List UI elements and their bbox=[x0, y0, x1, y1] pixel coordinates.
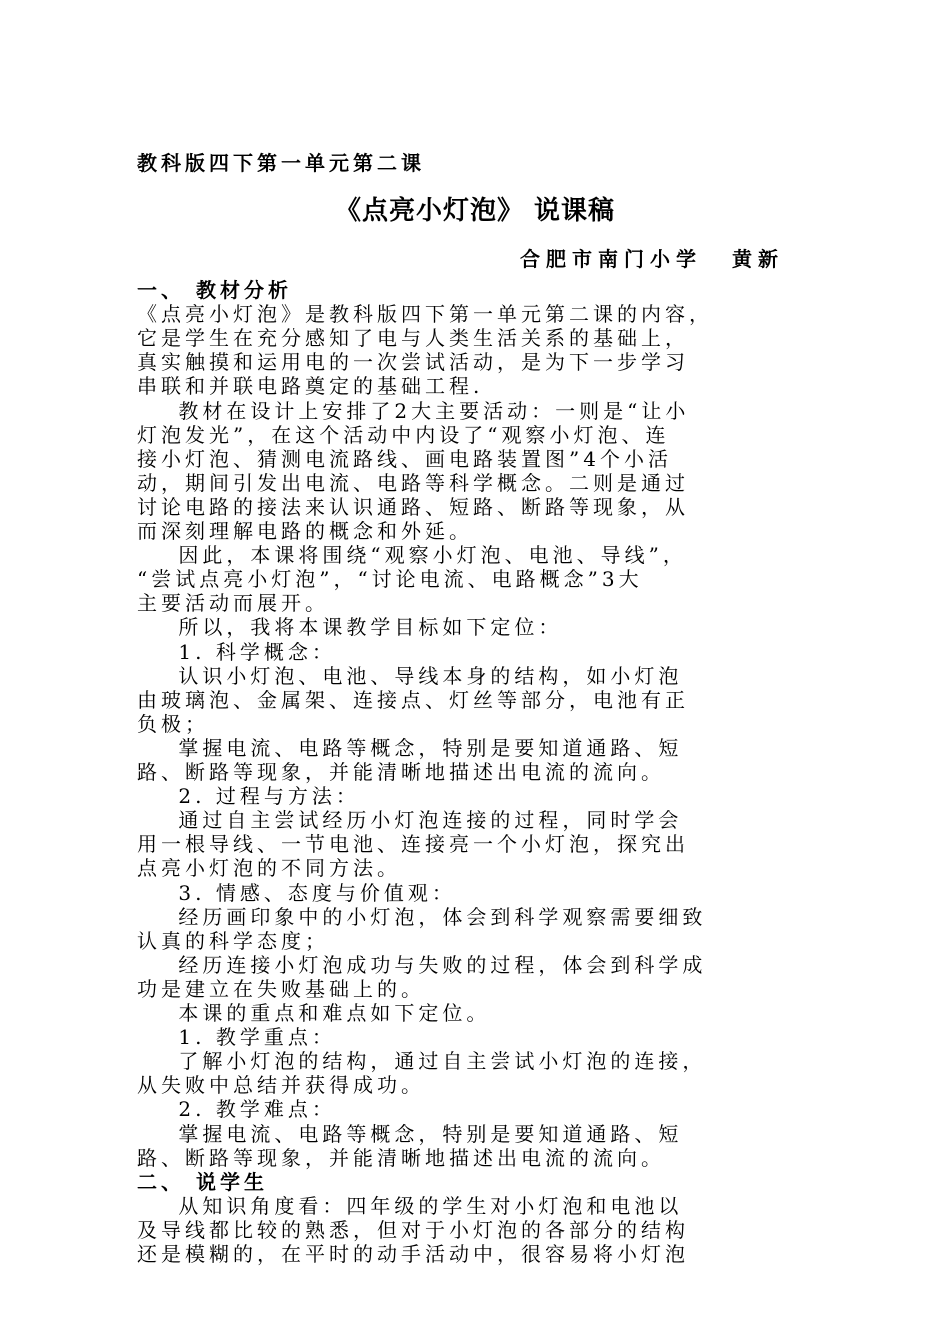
body-line: 经历画印象中的小灯泡，体会到科学观察需要细致 bbox=[137, 904, 707, 929]
body-line: 认真的科学态度； bbox=[137, 928, 329, 953]
body-line: 本课的重点和难点如下定位。 bbox=[137, 1001, 491, 1025]
author-name: 黄新 bbox=[732, 247, 784, 271]
body-line: 从失败中总结并获得成功。 bbox=[137, 1073, 425, 1098]
body-line: “尝试点亮小灯泡”，“讨论电流、电路概念”3大 bbox=[137, 567, 643, 592]
body-line: 了解小灯泡的结构，通过自主尝试小灯泡的连接， bbox=[137, 1049, 707, 1074]
body-line: 而深刻理解电路的概念和外延。 bbox=[137, 519, 473, 543]
author-line bbox=[520, 243, 784, 272]
course-line: 教科版四下第一单元第二课 bbox=[137, 151, 425, 175]
body-line: 接小灯泡、猜测电流路线、画电路装置图”4个小活 bbox=[137, 446, 672, 471]
body-line: 3. 情感、态度与价值观： bbox=[137, 880, 456, 905]
body-line: 由玻璃泡、金属架、连接点、灯丝等部分，电池有正 bbox=[137, 687, 689, 712]
body-line: 通过自主尝试经历小灯泡连接的过程，同时学会 bbox=[137, 808, 683, 833]
body-line: 功是建立在失败基础上的。 bbox=[137, 976, 425, 1001]
body-line: 点亮小灯泡的不同方法。 bbox=[137, 856, 401, 881]
body-line: 负极； bbox=[137, 711, 209, 736]
body-line: 1. 科学概念： bbox=[137, 639, 336, 664]
body-line: 它是学生在充分感知了电与人类生活关系的基础上， bbox=[137, 326, 689, 351]
body-line: 教材在设计上安排了2大主要活动：一则是“让小 bbox=[137, 398, 690, 423]
body-line: 灯泡发光”，在这个活动中内设了“观察小灯泡、连 bbox=[137, 422, 670, 447]
body-line: 还是模糊的，在平时的动手活动中，很容易将小灯泡 bbox=[137, 1242, 689, 1266]
body-line: 2. 过程与方法： bbox=[137, 784, 360, 809]
body-line: 《点亮小灯泡》是教科版四下第一单元第二课的内容， bbox=[137, 302, 713, 327]
body-line: 1. 教学重点： bbox=[137, 1025, 336, 1050]
body-line: 真实触摸和运用电的一次尝试活动，是为下一步学习 bbox=[137, 350, 689, 375]
section-heading: 二、 说学生 bbox=[137, 1169, 268, 1194]
body-line: 主要活动而展开。 bbox=[137, 591, 329, 616]
body-line: 因此，本课将围绕“观察小灯泡、电池、导线”， bbox=[137, 543, 687, 568]
page-title: 《点亮小灯泡》 说课稿 bbox=[334, 196, 616, 226]
body-line: 掌握电流、电路等概念，特别是要知道通路、短 bbox=[137, 1121, 683, 1146]
body-line: 所以，我将本课教学目标如下定位： bbox=[137, 615, 563, 640]
body-line: 讨论电路的接法来认识通路、短路、断路等现象，从 bbox=[137, 494, 689, 519]
body-line: 串联和并联电路奠定的基础工程. bbox=[137, 374, 484, 399]
body-line: 2. 教学难点： bbox=[137, 1097, 336, 1122]
body-line: 动，期间引发出电流、电路等科学概念。二则是通过 bbox=[137, 470, 689, 495]
section-heading: 一、 教材分析 bbox=[137, 278, 292, 302]
school-name: 合肥市南门小学 bbox=[520, 247, 702, 271]
body-line: 经历连接小灯泡成功与失败的过程，体会到科学成 bbox=[137, 952, 707, 977]
body-line: 路、断路等现象，并能清晰地描述出电流的流向。 bbox=[137, 1145, 665, 1170]
body-line: 用一根导线、一节电池、连接亮一个小灯泡，探究出 bbox=[137, 832, 689, 857]
body-line: 掌握电流、电路等概念，特别是要知道通路、短 bbox=[137, 735, 683, 760]
body-line: 路、断路等现象，并能清晰地描述出电流的流向。 bbox=[137, 760, 665, 784]
body-line: 认识小灯泡、电池、导线本身的结构，如小灯泡 bbox=[137, 663, 683, 688]
body-line: 从知识角度看：四年级的学生对小灯泡和电池以 bbox=[137, 1193, 683, 1218]
body-line: 及导线都比较的熟悉，但对于小灯泡的各部分的结构 bbox=[137, 1217, 689, 1242]
